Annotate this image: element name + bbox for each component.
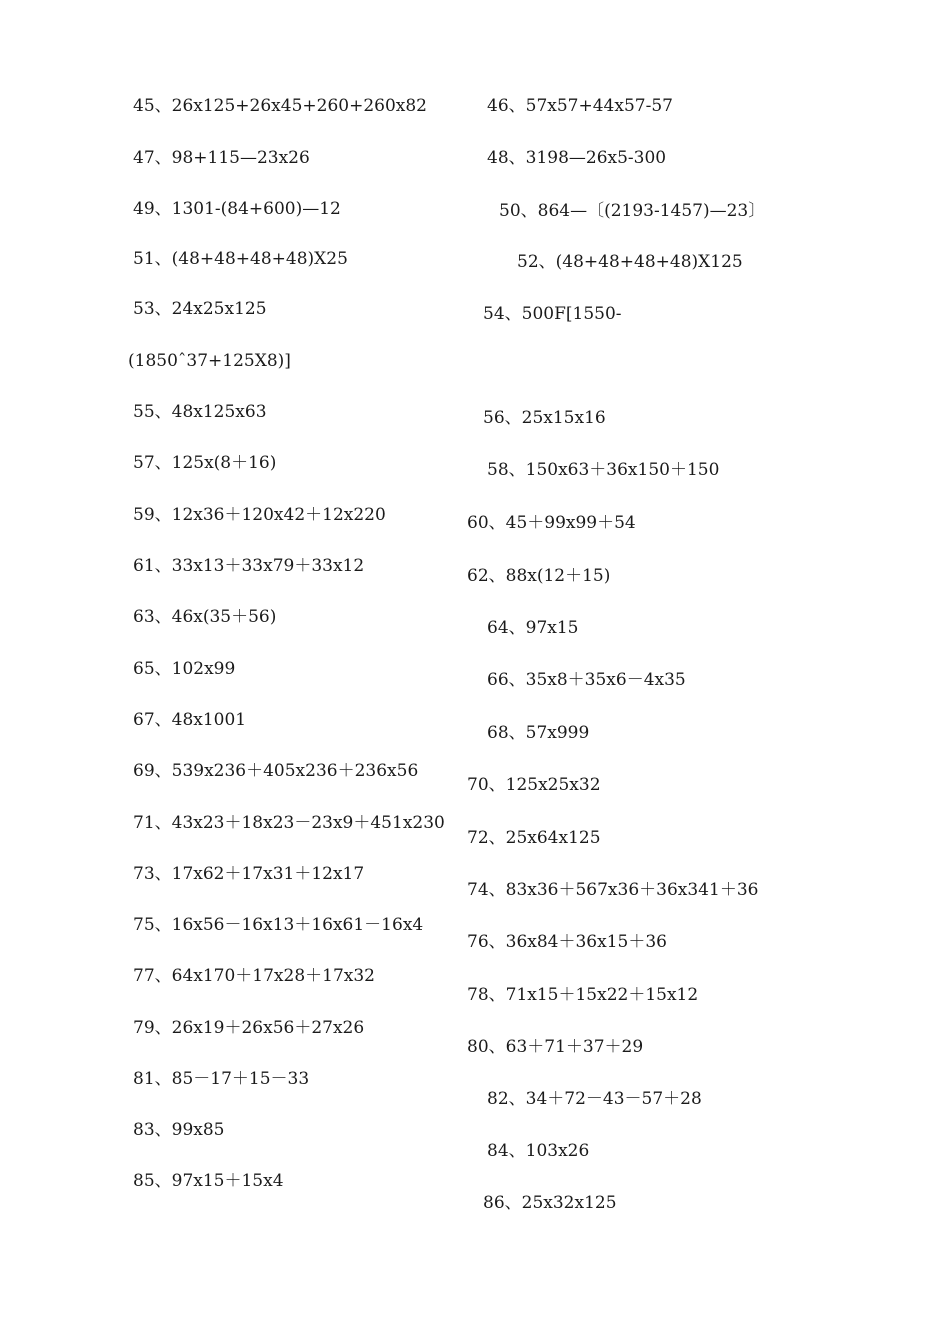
- problem-51: 51、(48+48+48+48)X25: [133, 249, 348, 269]
- problem-83: 83、99x85: [133, 1120, 225, 1140]
- problem-54-continuation: (1850ˆ37+125X8)]: [128, 351, 291, 371]
- problem-55: 55、48x125x63: [133, 402, 267, 422]
- problem-47: 47、98+115—23x26: [133, 148, 310, 168]
- problem-54: 54、500F[1550-: [483, 304, 622, 324]
- problem-53: 53、24x25x125: [133, 299, 267, 319]
- problem-72: 72、25x64x125: [467, 828, 601, 848]
- problem-50: 50、864—〔(2193-1457)—23〕: [499, 201, 766, 221]
- problem-61: 61、33x13＋33x79＋33x12: [133, 556, 365, 576]
- problem-52: 52、(48+48+48+48)X125: [517, 252, 743, 272]
- problem-45: 45、26x125+26x45+260+260x82: [133, 96, 427, 116]
- problem-74: 74、83x36＋567x36＋36x341＋36: [467, 880, 759, 900]
- problem-59: 59、12x36＋120x42＋12x220: [133, 505, 386, 525]
- problem-63: 63、46x(35＋56): [133, 607, 277, 627]
- problem-70: 70、125x25x32: [467, 775, 601, 795]
- problem-60: 60、45＋99x99＋54: [467, 513, 636, 533]
- problem-68: 68、57x999: [487, 723, 590, 743]
- problem-65: 65、102x99: [133, 659, 236, 679]
- problem-57: 57、125x(8＋16): [133, 453, 277, 473]
- problem-64: 64、97x15: [487, 618, 579, 638]
- problem-49: 49、1301-(84+600)—12: [133, 199, 341, 219]
- problem-56: 56、25x15x16: [483, 408, 606, 428]
- problem-67: 67、48x1001: [133, 710, 247, 730]
- problem-79: 79、26x19＋26x56＋27x26: [133, 1018, 365, 1038]
- problem-84: 84、103x26: [487, 1141, 590, 1161]
- problem-73: 73、17x62＋17x31＋12x17: [133, 864, 365, 884]
- problem-82: 82、34＋72－43－57＋28: [487, 1089, 702, 1109]
- problem-85: 85、97x15＋15x4: [133, 1171, 284, 1191]
- problem-71: 71、43x23＋18x23－23x9＋451x230: [133, 813, 445, 833]
- problem-62: 62、88x(12＋15): [467, 566, 611, 586]
- problem-46: 46、57x57+44x57-57: [487, 96, 673, 116]
- problem-80: 80、63＋71＋37＋29: [467, 1037, 644, 1057]
- problem-77: 77、64x170＋17x28＋17x32: [133, 966, 376, 986]
- problem-76: 76、36x84＋36x15＋36: [467, 932, 667, 952]
- problem-58: 58、150x63＋36x150＋150: [487, 460, 720, 480]
- problem-78: 78、71x15＋15x22＋15x12: [467, 985, 699, 1005]
- problem-69: 69、539x236＋405x236＋236x56: [133, 761, 419, 781]
- problem-66: 66、35x8＋35x6－4x35: [487, 670, 686, 690]
- problem-86: 86、25x32x125: [483, 1193, 617, 1213]
- problem-81: 81、85－17＋15－33: [133, 1069, 310, 1089]
- problem-48: 48、3198—26x5-300: [487, 148, 667, 168]
- problem-75: 75、16x56－16x13＋16x61－16x4: [133, 915, 424, 935]
